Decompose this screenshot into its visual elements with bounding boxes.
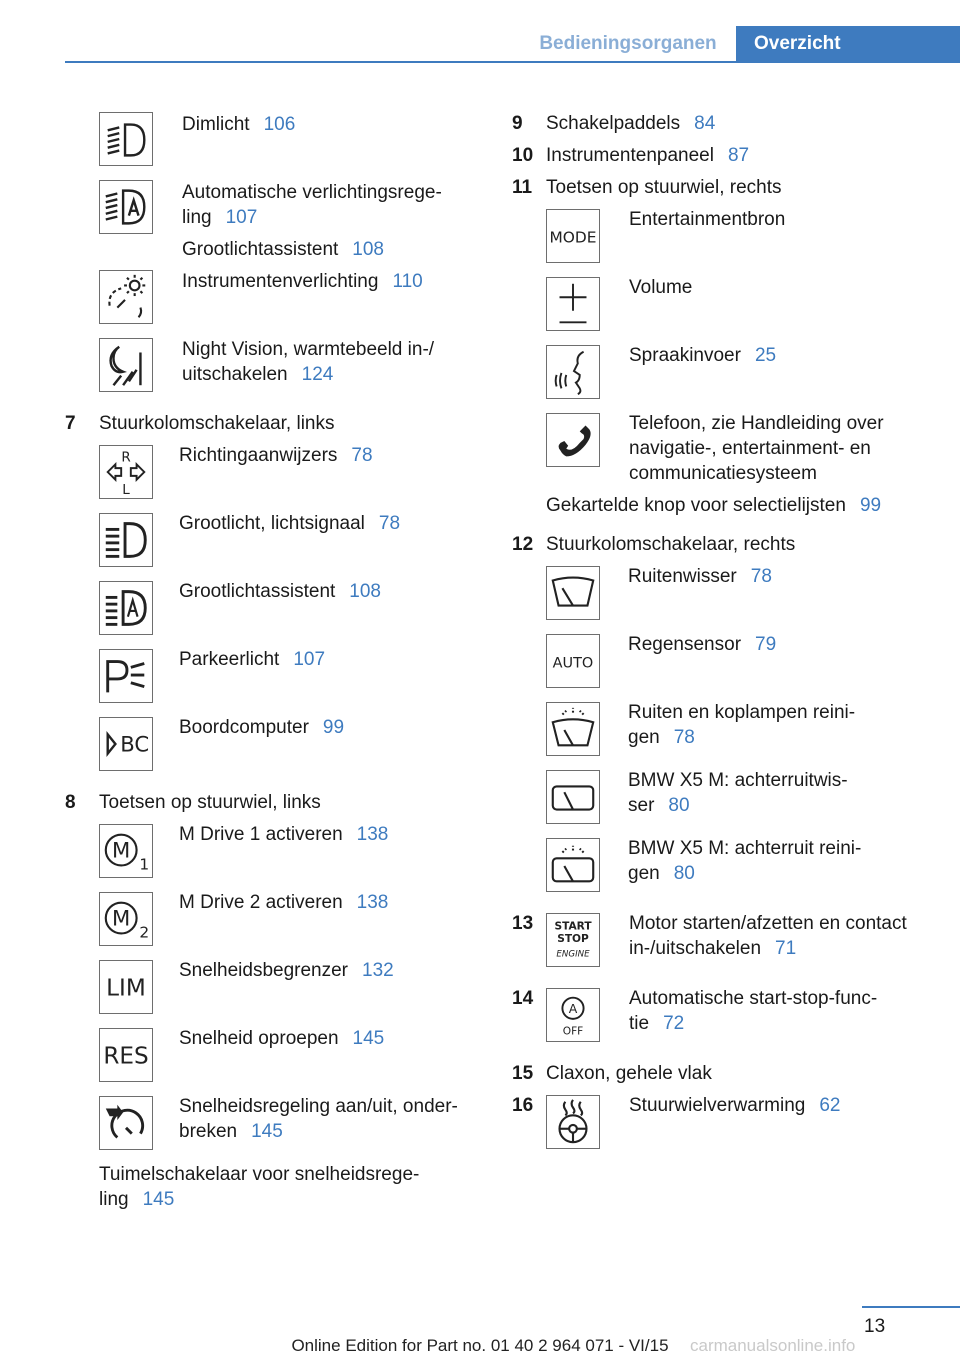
item-instrument-panel: Instrumentenpaneel 87 bbox=[546, 145, 750, 166]
auto-start-stop-off-icon bbox=[546, 988, 600, 1042]
section-number-13: 13 bbox=[512, 913, 534, 934]
volume-icon bbox=[546, 277, 600, 331]
dipped-beam-icon bbox=[99, 112, 153, 166]
header-section-tab: Bedieningsorganen bbox=[539, 33, 717, 54]
wiper-icon bbox=[546, 566, 600, 620]
washer-icon bbox=[546, 702, 600, 756]
section-number-16: 16 bbox=[512, 1095, 534, 1116]
item-rain-sensor: Regensensor 79 bbox=[628, 634, 777, 655]
section-number-15: 15 bbox=[512, 1063, 534, 1084]
lim-icon bbox=[99, 960, 153, 1014]
svg-text:M: M bbox=[112, 837, 131, 863]
item-high-beam-assistant-top: Grootlichtassistent 108 bbox=[182, 239, 384, 260]
svg-text:1: 1 bbox=[139, 855, 150, 874]
svg-text:OFF: OFF bbox=[562, 1025, 584, 1038]
steering-heating-icon bbox=[546, 1095, 600, 1149]
m-drive-2-icon bbox=[99, 892, 153, 946]
item-steering-heating: Stuurwielverwarming 62 bbox=[629, 1095, 841, 1116]
item-washer: Ruiten en koplampen reini- gen 78 bbox=[628, 702, 856, 748]
header-rule bbox=[65, 61, 960, 63]
item-rocker-switch: Tuimelschakelaar voor snelheidsrege- ling 145 bbox=[99, 1164, 420, 1210]
section-title-8: Toetsen op stuurwiel, links bbox=[99, 792, 321, 813]
section-number-8: 8 bbox=[65, 792, 76, 813]
item-night-vision: Night Vision, warmtebeeld in-/ uitschakelen 124 bbox=[182, 339, 435, 385]
svg-text:L: L bbox=[122, 482, 130, 498]
section-number-9: 9 bbox=[512, 113, 523, 134]
item-voice-input: Spraakinvoer 25 bbox=[629, 345, 777, 366]
item-shift-paddles: Schakelpaddels 84 bbox=[546, 113, 716, 134]
page-number: 13 bbox=[864, 1316, 886, 1337]
night-vision-icon bbox=[99, 338, 153, 392]
section-number-7: 7 bbox=[65, 413, 76, 434]
item-speed-limiter: Snelheidsbegrenzer 132 bbox=[179, 960, 394, 981]
item-parking-light: Parkeerlicht 107 bbox=[179, 649, 326, 670]
item-entertainment-source: Entertainmentbron bbox=[629, 209, 786, 230]
item-knurled-knob: Gekartelde knop voor selectielijsten 99 bbox=[546, 495, 882, 516]
svg-text:ENGINE: ENGINE bbox=[556, 949, 590, 960]
res-icon bbox=[99, 1028, 153, 1082]
parking-light-icon bbox=[99, 649, 153, 703]
item-dimlicht: Dimlicht 106 bbox=[182, 114, 296, 135]
svg-text:2: 2 bbox=[139, 923, 150, 942]
svg-text:AUTO: AUTO bbox=[552, 655, 594, 672]
start-stop-icon bbox=[546, 913, 600, 967]
svg-text:STOP: STOP bbox=[557, 932, 589, 945]
svg-text:START: START bbox=[554, 920, 592, 933]
m-drive-1-icon bbox=[99, 824, 153, 878]
phone-icon bbox=[546, 413, 600, 467]
section-number-10: 10 bbox=[512, 145, 534, 166]
item-phone: Telefoon, zie Handleiding over navigatie-, entertainment- en communicatiesysteem bbox=[629, 413, 884, 484]
svg-text:MODE: MODE bbox=[549, 228, 597, 247]
item-instrument-lighting: Instrumentenverlichting 110 bbox=[182, 271, 423, 292]
auto-headlight-icon bbox=[99, 180, 153, 234]
auto-icon bbox=[546, 634, 600, 688]
high-beam-icon bbox=[99, 513, 153, 567]
item-m-drive-1: M Drive 1 activeren 138 bbox=[179, 824, 389, 845]
header-overview-tab: Overzicht bbox=[736, 26, 960, 63]
item-auto-start-stop: Automatische start-stop-func- tie 72 bbox=[629, 988, 878, 1034]
item-volume: Volume bbox=[629, 277, 693, 298]
footer-edition: Online Edition for Part no. 01 40 2 964 071 - VI/15 bbox=[291, 1336, 669, 1355]
svg-text:A: A bbox=[568, 1001, 578, 1017]
item-turn-signals: Richtingaanwijzers 78 bbox=[179, 445, 373, 466]
section-title-7: Stuurkolomschakelaar, links bbox=[99, 413, 335, 434]
item-rear-washer: BMW X5 M: achterruit reini- gen 80 bbox=[628, 838, 862, 884]
turn-signal-icon bbox=[99, 445, 153, 499]
high-beam-assistant-icon bbox=[99, 581, 153, 635]
section-title-11: Toetsen op stuurwiel, rechts bbox=[546, 177, 782, 198]
item-cruise-control: Snelheidsregeling aan/uit, onder- breken 145 bbox=[179, 1096, 458, 1142]
item-m-drive-2: M Drive 2 activeren 138 bbox=[179, 892, 389, 913]
item-wiper: Ruitenwisser 78 bbox=[628, 566, 772, 587]
section-number-14: 14 bbox=[512, 988, 534, 1009]
mode-icon bbox=[546, 209, 600, 263]
svg-text:M: M bbox=[112, 905, 131, 931]
item-engine-start-stop: Motor starten/afzetten en contact in-/uitschakelen 71 bbox=[629, 913, 907, 959]
svg-text:RES: RES bbox=[103, 1043, 149, 1070]
svg-text:BC: BC bbox=[120, 731, 150, 757]
svg-text:LIM: LIM bbox=[106, 975, 146, 1002]
item-high-beam-assistant: Grootlichtassistent 108 bbox=[179, 581, 381, 602]
voice-input-icon bbox=[546, 345, 600, 399]
item-auto-lighting: Automatische verlichtingsrege- ling 107 bbox=[182, 182, 442, 228]
watermark: carmanualsonline.info bbox=[690, 1336, 856, 1355]
cruise-control-icon bbox=[99, 1096, 153, 1150]
section-number-11: 11 bbox=[512, 177, 533, 198]
item-board-computer: Boordcomputer 99 bbox=[179, 717, 345, 738]
item-resume-speed: Snelheid oproepen 145 bbox=[179, 1028, 385, 1049]
item-high-beam: Grootlicht, lichtsignaal 78 bbox=[179, 513, 401, 534]
board-computer-icon bbox=[99, 717, 153, 771]
item-horn: Claxon, gehele vlak bbox=[546, 1063, 712, 1084]
rear-wiper-icon bbox=[546, 770, 600, 824]
section-number-12: 12 bbox=[512, 534, 534, 555]
rear-washer-icon bbox=[546, 838, 600, 892]
instrument-lighting-icon bbox=[99, 270, 153, 324]
item-rear-wiper: BMW X5 M: achterruitwis- ser 80 bbox=[628, 770, 848, 816]
svg-text:R: R bbox=[121, 449, 131, 466]
section-title-12: Stuurkolomschakelaar, rechts bbox=[546, 534, 796, 555]
footer-rule bbox=[862, 1306, 960, 1308]
